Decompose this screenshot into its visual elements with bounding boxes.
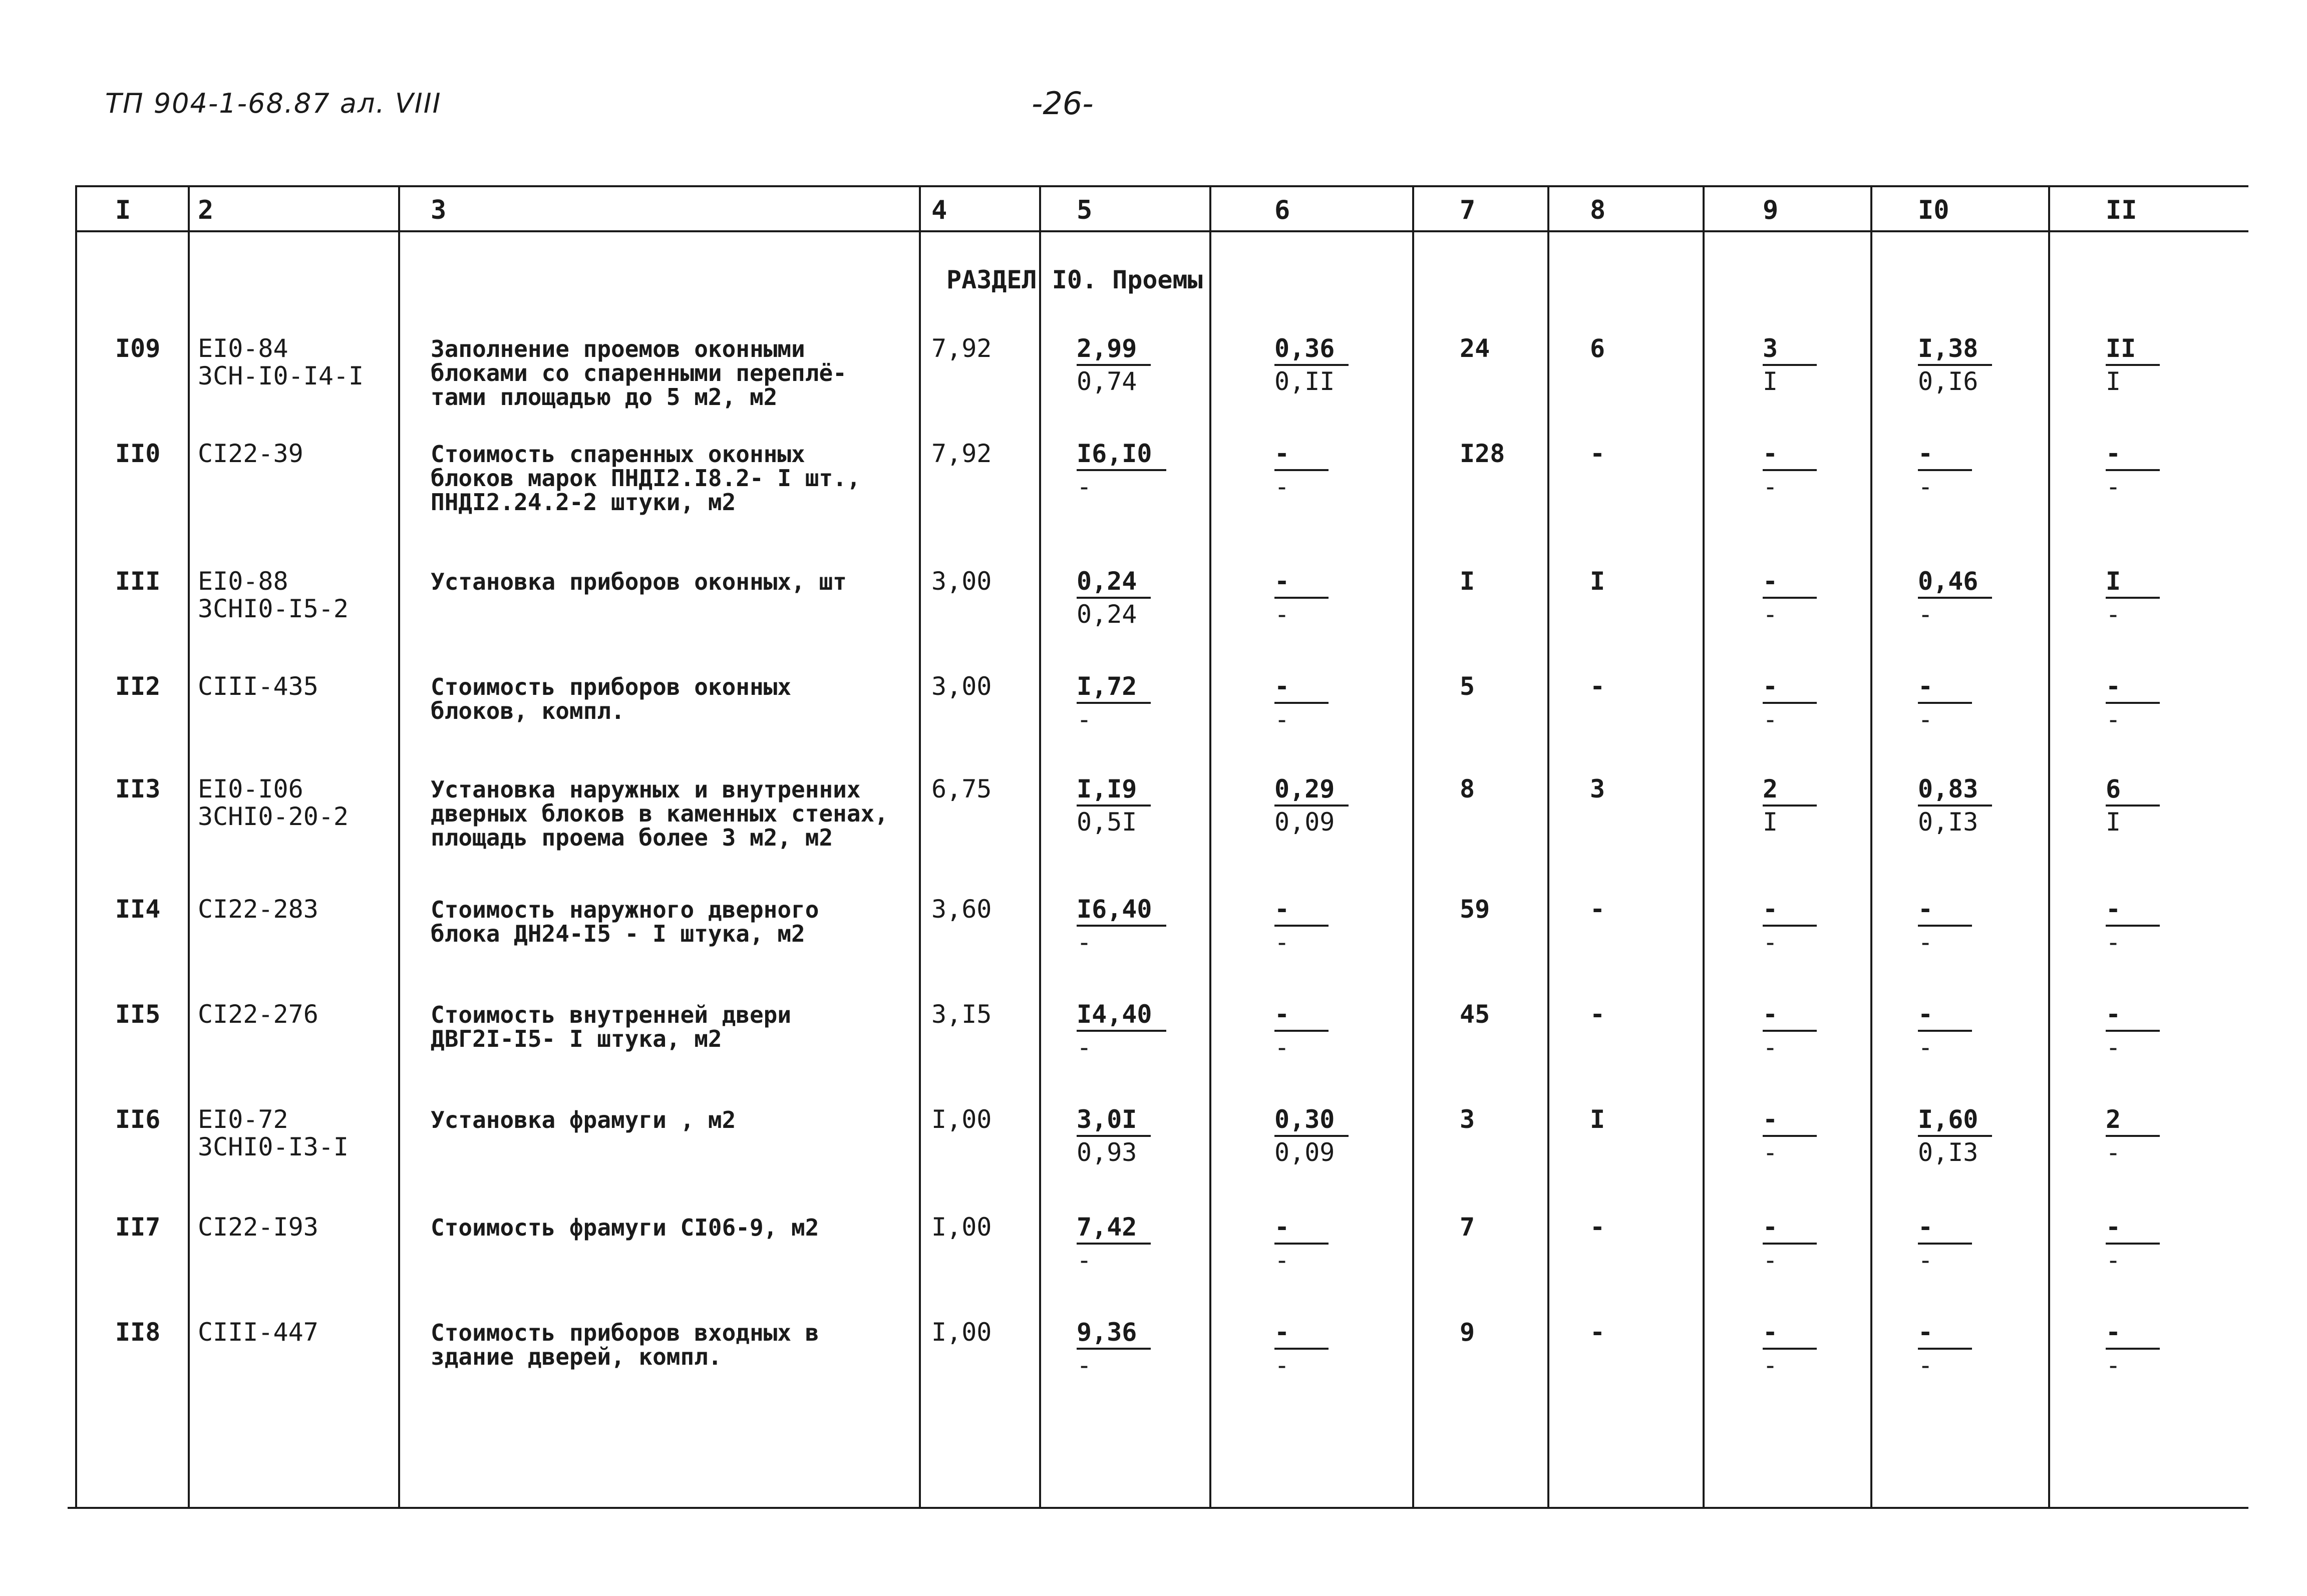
column-divider <box>1547 185 1549 1507</box>
column-divider <box>2048 185 2050 1507</box>
row-col7: I28 <box>1460 439 1505 468</box>
row-col6 <box>1274 1317 1350 1381</box>
row-col9 <box>1763 999 1838 1063</box>
row-quantity: 3,60 <box>931 895 992 924</box>
row-quantity: I,00 <box>931 1213 992 1242</box>
row-description-line: Стоимость приборов входных в <box>431 1319 819 1346</box>
row-col5-denominator: 0,74 <box>1077 367 1137 396</box>
row-col9-numerator: - <box>1763 566 1817 599</box>
row-col5 <box>1077 566 1152 630</box>
row-col9-denominator: - <box>1763 1246 1778 1275</box>
row-col10-numerator: - <box>1918 1317 1972 1350</box>
row-col6 <box>1274 566 1350 630</box>
row-quantity: 3,00 <box>931 672 992 701</box>
row-col7: 24 <box>1460 334 1490 363</box>
row-col6-numerator: 0,30 <box>1274 1104 1349 1137</box>
row-col6-denominator: 0,09 <box>1274 808 1335 837</box>
row-quantity: 3,00 <box>931 567 992 596</box>
row-col5-numerator: I6,I0 <box>1077 438 1166 471</box>
table-bottom-rule <box>68 1507 2248 1509</box>
row-description-line: Стоимость приборов оконных <box>431 673 792 700</box>
row-col6 <box>1274 773 1350 838</box>
row-number: II0 <box>115 439 161 468</box>
row-code-secondary: ЗСН-I0-I4-I <box>198 361 364 390</box>
row-col5-denominator: - <box>1077 705 1092 734</box>
document-code: ТП 904-1-68.87 ал. VIII <box>105 88 442 119</box>
row-col5-denominator: - <box>1077 928 1092 957</box>
column-divider <box>188 185 190 1507</box>
row-col5 <box>1077 438 1166 502</box>
row-col6-denominator: 0,II <box>1274 367 1335 396</box>
row-description-line: ПНДI2.24.2-2 штуки, м2 <box>431 489 736 516</box>
row-col11 <box>2106 894 2181 958</box>
row-col6-numerator: - <box>1274 894 1329 927</box>
column-header-8: 8 <box>1590 195 1606 225</box>
row-number: II4 <box>115 895 161 924</box>
row-col9 <box>1763 438 1838 502</box>
row-col5-denominator: 0,24 <box>1077 600 1137 629</box>
row-col9 <box>1763 1317 1838 1381</box>
row-col6 <box>1274 894 1350 958</box>
row-col8: I <box>1590 1105 1605 1134</box>
row-col10-numerator: - <box>1918 894 1972 927</box>
row-col11-denominator: - <box>2106 928 2121 957</box>
row-col10 <box>1918 894 1993 958</box>
row-col10-denominator: - <box>1918 1033 1933 1062</box>
row-col6-denominator: - <box>1274 600 1290 629</box>
column-header-2: 2 <box>198 195 214 225</box>
column-divider <box>75 185 77 1507</box>
row-col11-numerator: - <box>2106 671 2160 704</box>
row-col11 <box>2106 773 2181 838</box>
row-col11 <box>2106 1212 2181 1276</box>
column-divider <box>398 185 400 1507</box>
row-col9-denominator: - <box>1763 1033 1778 1062</box>
row-col5-numerator: 2,99 <box>1077 333 1151 366</box>
row-col6-numerator: - <box>1274 566 1329 599</box>
column-header-4: 4 <box>931 195 947 225</box>
row-col8: 6 <box>1590 334 1605 363</box>
column-divider <box>1039 185 1041 1507</box>
row-code: СI22-I93 <box>198 1213 318 1242</box>
row-col7: 8 <box>1460 774 1475 804</box>
row-col9-numerator: - <box>1763 1104 1817 1137</box>
row-col9-numerator: - <box>1763 1212 1817 1245</box>
row-description-line: блоков, компл. <box>431 697 625 724</box>
row-col11-numerator: - <box>2106 1317 2160 1350</box>
row-col9-denominator: I <box>1763 367 1778 396</box>
row-col9 <box>1763 894 1838 958</box>
row-col9-denominator: - <box>1763 1138 1778 1167</box>
column-header-9: 9 <box>1763 195 1779 225</box>
row-col8: - <box>1590 672 1605 701</box>
row-col11-denominator: - <box>2106 1351 2121 1380</box>
row-col10 <box>1918 671 1993 735</box>
row-col10-denominator: - <box>1918 928 1933 957</box>
row-col7: 3 <box>1460 1105 1475 1134</box>
row-col11-numerator: - <box>2106 894 2160 927</box>
row-description-line: блока ДН24-I5 - I штука, м2 <box>431 920 805 947</box>
row-col9-denominator: I <box>1763 808 1778 837</box>
row-col11 <box>2106 438 2181 502</box>
row-code: ЕI0-84 <box>198 334 288 363</box>
row-col6 <box>1274 333 1350 397</box>
row-col5-denominator: 0,5I <box>1077 808 1137 837</box>
row-number: II6 <box>115 1105 161 1134</box>
row-col11 <box>2106 999 2181 1063</box>
row-code-secondary: ЗСНI0-I3-I <box>198 1132 349 1161</box>
row-description-line: блоками со спаренными переплё- <box>431 359 847 386</box>
row-col11-denominator: - <box>2106 1138 2121 1167</box>
section-title: РАЗДЕЛ I0. Проемы <box>946 265 1203 294</box>
row-col6-denominator: - <box>1274 1033 1290 1062</box>
row-col11-numerator: 6 <box>2106 773 2160 807</box>
row-col9-denominator: - <box>1763 705 1778 734</box>
column-header-11: II <box>2106 195 2137 225</box>
column-header-5: 5 <box>1077 195 1093 225</box>
row-col11-denominator: I <box>2106 808 2121 837</box>
row-description-line: Установка наружных и внутренних <box>431 776 861 803</box>
row-col9-denominator: - <box>1763 472 1778 501</box>
row-code: ЕI0-I06 <box>198 774 303 804</box>
row-code-secondary: ЗСНI0-20-2 <box>198 802 349 831</box>
row-number: II3 <box>115 774 161 804</box>
row-col11 <box>2106 671 2181 735</box>
row-number: II2 <box>115 672 161 701</box>
row-col11-numerator: 2 <box>2106 1104 2160 1137</box>
row-col5 <box>1077 1212 1152 1276</box>
row-col9-denominator: - <box>1763 600 1778 629</box>
row-col11-numerator: - <box>2106 438 2160 471</box>
row-col9-numerator: - <box>1763 1317 1817 1350</box>
row-col10 <box>1918 1104 1993 1168</box>
row-col9-numerator: 2 <box>1763 773 1817 807</box>
column-header-6: 6 <box>1274 195 1290 225</box>
row-col10-denominator: - <box>1918 472 1933 501</box>
row-col6-numerator: - <box>1274 999 1329 1032</box>
row-col5 <box>1077 671 1152 735</box>
column-header-1: I <box>115 195 131 225</box>
row-col5 <box>1077 333 1152 397</box>
row-col9-numerator: - <box>1763 999 1817 1032</box>
row-col5-denominator: - <box>1077 472 1092 501</box>
column-divider <box>919 185 921 1507</box>
column-divider <box>1412 185 1414 1507</box>
row-code: СIII-435 <box>198 672 318 701</box>
row-col5-denominator: - <box>1077 1246 1092 1275</box>
row-description-line: здание дверей, компл. <box>431 1343 722 1370</box>
row-col10 <box>1918 773 1993 838</box>
row-description-line: ДВГ2I-I5- I штука, м2 <box>431 1025 722 1052</box>
row-col10-numerator: - <box>1918 438 1972 471</box>
row-col5-numerator: I,I9 <box>1077 773 1151 807</box>
row-col8: - <box>1590 895 1605 924</box>
row-code: ЕI0-88 <box>198 567 288 596</box>
page-number: -26- <box>1032 85 1094 122</box>
row-col10-denominator: - <box>1918 600 1933 629</box>
row-description-line: Стоимость спаренных оконных <box>431 441 805 468</box>
row-col9 <box>1763 333 1838 397</box>
row-description-line: Установка фрамуги , м2 <box>431 1106 736 1133</box>
row-col6 <box>1274 999 1350 1063</box>
row-col5-denominator: - <box>1077 1033 1092 1062</box>
row-col11 <box>2106 333 2181 397</box>
row-col10-numerator: I,38 <box>1918 333 1992 366</box>
row-col5-numerator: 9,36 <box>1077 1317 1151 1350</box>
column-divider <box>1870 185 1872 1507</box>
row-number: II5 <box>115 1000 161 1029</box>
row-col11-denominator: - <box>2106 600 2121 629</box>
row-col6 <box>1274 1212 1350 1276</box>
row-col5 <box>1077 773 1152 838</box>
row-col8: - <box>1590 1000 1605 1029</box>
row-quantity: 3,I5 <box>931 1000 992 1029</box>
row-col9-numerator: - <box>1763 894 1817 927</box>
row-col10 <box>1918 1212 1993 1276</box>
column-header-7: 7 <box>1460 195 1476 225</box>
row-col9-denominator: - <box>1763 928 1778 957</box>
row-col8: I <box>1590 567 1605 596</box>
row-description-line: Заполнение проемов оконными <box>431 335 805 362</box>
row-col7: 5 <box>1460 672 1475 701</box>
row-col5 <box>1077 894 1166 958</box>
row-description-line: Стоимость внутренней двери <box>431 1001 792 1028</box>
row-col11-denominator: I <box>2106 367 2121 396</box>
row-code: СI22-283 <box>198 895 318 924</box>
row-col5 <box>1077 999 1166 1063</box>
column-header-3: 3 <box>431 195 447 225</box>
row-number: III <box>115 567 161 596</box>
row-col9-numerator: - <box>1763 671 1817 704</box>
row-col10 <box>1918 1317 1993 1381</box>
row-col11-numerator: - <box>2106 1212 2160 1245</box>
row-col6 <box>1274 438 1350 502</box>
row-col11-denominator: - <box>2106 705 2121 734</box>
row-col6-denominator: 0,09 <box>1274 1138 1335 1167</box>
row-col10 <box>1918 566 1993 630</box>
row-col6-numerator: - <box>1274 1212 1329 1245</box>
row-col7: I <box>1460 567 1475 596</box>
row-col10-numerator: - <box>1918 1212 1972 1245</box>
row-col5-numerator: 3,0I <box>1077 1104 1151 1137</box>
row-col10-denominator: 0,I3 <box>1918 1138 1979 1167</box>
row-description-line: дверных блоков в каменных стенах, <box>431 800 888 827</box>
row-col9 <box>1763 671 1838 735</box>
row-col10-numerator: - <box>1918 999 1972 1032</box>
row-col10-numerator: 0,83 <box>1918 773 1992 807</box>
row-col7: 45 <box>1460 1000 1490 1029</box>
row-number: II7 <box>115 1213 161 1242</box>
row-col10-denominator: - <box>1918 1351 1933 1380</box>
row-code: СI22-276 <box>198 1000 318 1029</box>
row-description-line: Стоимость фрамуги СI06-9, м2 <box>431 1214 819 1241</box>
row-col10-denominator: 0,I3 <box>1918 808 1979 837</box>
row-col6-denominator: - <box>1274 705 1290 734</box>
row-col6-denominator: - <box>1274 1246 1290 1275</box>
row-description-line: тами площадью до 5 м2, м2 <box>431 383 778 411</box>
row-col7: 59 <box>1460 895 1490 924</box>
row-number: II8 <box>115 1318 161 1347</box>
row-col6-denominator: - <box>1274 472 1290 501</box>
row-col6-numerator: - <box>1274 671 1329 704</box>
row-col10-numerator: 0,46 <box>1918 566 1992 599</box>
row-col11-numerator: - <box>2106 999 2160 1032</box>
row-quantity: 7,92 <box>931 439 992 468</box>
row-col8: - <box>1590 1213 1605 1242</box>
row-col11-denominator: - <box>2106 1246 2121 1275</box>
row-description-line: Установка приборов оконных, шт <box>431 568 847 595</box>
row-col11 <box>2106 566 2181 630</box>
row-col9-numerator: 3 <box>1763 333 1817 366</box>
row-quantity: I,00 <box>931 1105 992 1134</box>
row-col10-denominator: - <box>1918 1246 1933 1275</box>
row-col6-numerator: - <box>1274 1317 1329 1350</box>
row-col7: 7 <box>1460 1213 1475 1242</box>
row-col6-denominator: - <box>1274 1351 1290 1380</box>
row-quantity: 7,92 <box>931 334 992 363</box>
row-col10 <box>1918 438 1993 502</box>
row-col5 <box>1077 1317 1152 1381</box>
row-col8: - <box>1590 439 1605 468</box>
row-col6 <box>1274 1104 1350 1168</box>
row-col5-numerator: I4,40 <box>1077 999 1166 1032</box>
row-col5-numerator: I6,40 <box>1077 894 1166 927</box>
row-col10-denominator: 0,I6 <box>1918 367 1979 396</box>
row-code: СIII-447 <box>198 1318 318 1347</box>
row-col6-denominator: - <box>1274 928 1290 957</box>
row-description-line: блоков марок ПНДI2.I8.2- I шт., <box>431 465 861 492</box>
row-col8: - <box>1590 1318 1605 1347</box>
row-col7: 9 <box>1460 1318 1475 1347</box>
row-col10 <box>1918 999 1993 1063</box>
row-col9-numerator: - <box>1763 438 1817 471</box>
row-col11 <box>2106 1317 2181 1381</box>
column-divider <box>1209 185 1211 1507</box>
row-code-secondary: ЗСНI0-I5-2 <box>198 594 349 623</box>
table-top-rule <box>75 185 2248 187</box>
row-col11-numerator: II <box>2106 333 2160 366</box>
row-col11-numerator: I <box>2106 566 2160 599</box>
row-col8: 3 <box>1590 774 1605 804</box>
row-col10-denominator: - <box>1918 705 1933 734</box>
row-col5-numerator: I,72 <box>1077 671 1151 704</box>
header-bottom-rule <box>75 230 2248 232</box>
row-description-line: Стоимость наружного дверного <box>431 896 819 923</box>
row-col6-numerator: - <box>1274 438 1329 471</box>
row-col6 <box>1274 671 1350 735</box>
row-col11 <box>2106 1104 2181 1168</box>
row-number: I09 <box>115 334 161 363</box>
row-col6-numerator: 0,36 <box>1274 333 1349 366</box>
row-quantity: 6,75 <box>931 774 992 804</box>
row-col10 <box>1918 333 1993 397</box>
row-col10-numerator: I,60 <box>1918 1104 1992 1137</box>
row-col9 <box>1763 773 1838 838</box>
column-header-10: I0 <box>1918 195 1949 225</box>
row-col9 <box>1763 1104 1838 1168</box>
row-col5-denominator: - <box>1077 1351 1092 1380</box>
row-code: СI22-39 <box>198 439 303 468</box>
row-col5-numerator: 0,24 <box>1077 566 1151 599</box>
row-col10-numerator: - <box>1918 671 1972 704</box>
row-col5-numerator: 7,42 <box>1077 1212 1151 1245</box>
row-col11-denominator: - <box>2106 472 2121 501</box>
row-quantity: I,00 <box>931 1318 992 1347</box>
row-col5-denominator: 0,93 <box>1077 1138 1137 1167</box>
row-col5 <box>1077 1104 1152 1168</box>
row-description-line: площадь проема более 3 м2, м2 <box>431 824 833 851</box>
row-code: ЕI0-72 <box>198 1105 288 1134</box>
row-col9-denominator: - <box>1763 1351 1778 1380</box>
row-col9 <box>1763 1212 1838 1276</box>
column-divider <box>1703 185 1705 1507</box>
row-col6-numerator: 0,29 <box>1274 773 1349 807</box>
row-col11-denominator: - <box>2106 1033 2121 1062</box>
row-col9 <box>1763 566 1838 630</box>
